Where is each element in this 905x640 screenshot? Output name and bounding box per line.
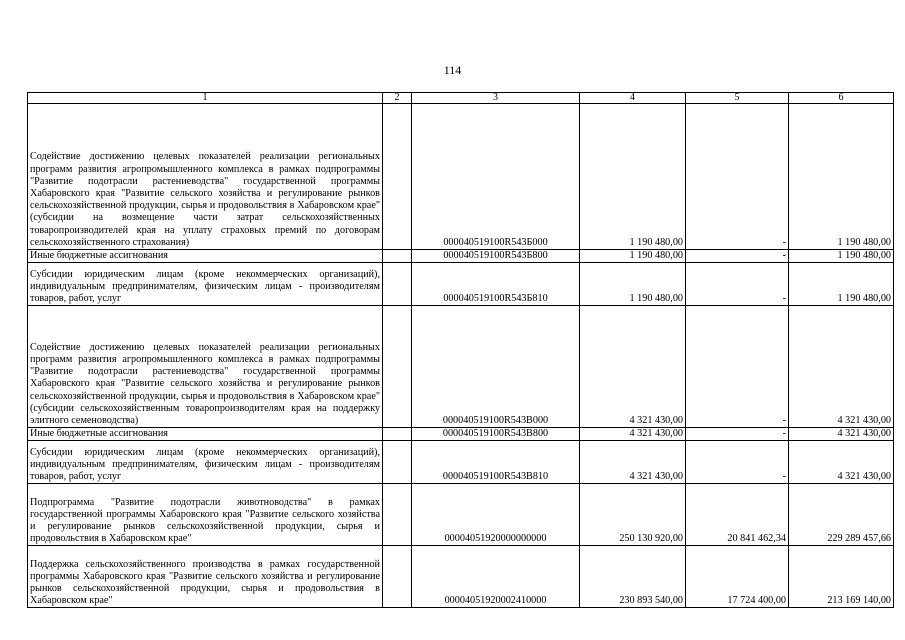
row-col2 (383, 428, 412, 441)
row-description: Поддержка сельскохозяйственного производства в рамках государственной программы Хабаровского края "Развитие сельского хозяйства и регулирование рынков сельскохозяйственной продукции, сырья и продовольствия в Хабаровском крае" (28, 546, 383, 608)
row-description: Субсидии юридическим лицам (кроме некоммерческих организаций), индивидуальным предпринимателям, физическим лицам - производителям товаров, работ, услуг (28, 263, 383, 306)
row-col4: 1 190 480,00 (580, 263, 686, 306)
row-col6: 213 169 140,00 (789, 546, 894, 608)
table-row (28, 546, 894, 608)
row-col2 (383, 104, 412, 250)
row-description: Содействие достижению целевых показателей реализации региональных программ развития агропромышленного комплекса в рамках подпрограммы "Развитие подотрасли растениеводства" государственной программы Хабаровского края "Развитие сельского хозяйства и регулирование рынков сельскохозяйственной продукции, сырья и продовольствия в Хабаровском крае" (субсидии сельскохозяйственным товаропроизводителям края на поддержку элитного семеноводства) (28, 306, 383, 428)
header-col-4: 4 (580, 93, 686, 104)
row-col5: 17 724 400,00 (686, 546, 789, 608)
table-row (28, 306, 894, 428)
table-row (28, 441, 894, 484)
page-number: 114 (443, 63, 462, 77)
row-col4: 4 321 430,00 (580, 441, 686, 484)
row-code: 000040519100R543Б800 (412, 250, 580, 263)
row-col6: 229 289 457,66 (789, 484, 894, 546)
row-col6: 1 190 480,00 (789, 263, 894, 306)
row-col4: 230 893 540,00 (580, 546, 686, 608)
row-col2 (383, 546, 412, 608)
row-code: 000040519100R543Б000 (412, 104, 580, 250)
table-row (28, 263, 894, 306)
table-row (28, 484, 894, 546)
row-code: 000040519100R543В000 (412, 306, 580, 428)
header-row (28, 93, 894, 104)
row-col6: 4 321 430,00 (789, 306, 894, 428)
row-col5: - (686, 306, 789, 428)
row-code: 000040519100R543В810 (412, 441, 580, 484)
row-col2 (383, 263, 412, 306)
row-col5: - (686, 428, 789, 441)
budget-table (27, 92, 894, 608)
row-description: Подпрограмма "Развитие подотрасли животноводства" в рамках государственной программы Хабаровского края "Развитие сельского хозяйства и регулирование рынков сельскохозяйственной продукции, сырья и продовольствия в Хабаровском крае" (28, 484, 383, 546)
row-col2 (383, 484, 412, 546)
row-col4: 1 190 480,00 (580, 250, 686, 263)
row-description: Содействие достижению целевых показателей реализации региональных программ развития агропромышленного комплекса в рамках подпрограммы "Развитие подотрасли растениеводства" государственной программы Хабаровского края "Развитие сельского хозяйства и регулирование рынков сельскохозяйственной продукции, сырья и продовольствия в Хабаровском крае" (субсидии на возмещение части затрат сельскохозяйственных товаропроизводителей края на уплату страховых премий по договорам сельскохозяйственного страхования) (28, 104, 383, 250)
row-col4: 250 130 920,00 (580, 484, 686, 546)
header-col-2: 2 (383, 93, 412, 104)
row-col5: - (686, 250, 789, 263)
row-col5: - (686, 263, 789, 306)
row-description: Субсидии юридическим лицам (кроме некоммерческих организаций), индивидуальным предпринимателям, физическим лицам - производителям товаров, работ, услуг (28, 441, 383, 484)
table-row (28, 104, 894, 250)
row-code: 000040519100R543Б810 (412, 263, 580, 306)
row-code: 000040519100R543В800 (412, 428, 580, 441)
row-col5: - (686, 441, 789, 484)
row-col6: 1 190 480,00 (789, 250, 894, 263)
row-col4: 4 321 430,00 (580, 306, 686, 428)
row-col2 (383, 306, 412, 428)
header-col-6: 6 (789, 93, 894, 104)
row-col5: 20 841 462,34 (686, 484, 789, 546)
row-description: Иные бюджетные ассигнования (28, 250, 383, 263)
row-col6: 4 321 430,00 (789, 441, 894, 484)
header-col-1: 1 (28, 93, 383, 104)
row-code: 00004051920000000000 (412, 484, 580, 546)
row-col6: 1 190 480,00 (789, 104, 894, 250)
header-col-3: 3 (412, 93, 580, 104)
row-description: Иные бюджетные ассигнования (28, 428, 383, 441)
row-col2 (383, 250, 412, 263)
row-col4: 1 190 480,00 (580, 104, 686, 250)
table-row (28, 250, 894, 263)
row-col2 (383, 441, 412, 484)
table-row (28, 428, 894, 441)
row-col4: 4 321 430,00 (580, 428, 686, 441)
header-col-5: 5 (686, 93, 789, 104)
row-col5: - (686, 104, 789, 250)
row-code: 00004051920002410000 (412, 546, 580, 608)
row-col6: 4 321 430,00 (789, 428, 894, 441)
